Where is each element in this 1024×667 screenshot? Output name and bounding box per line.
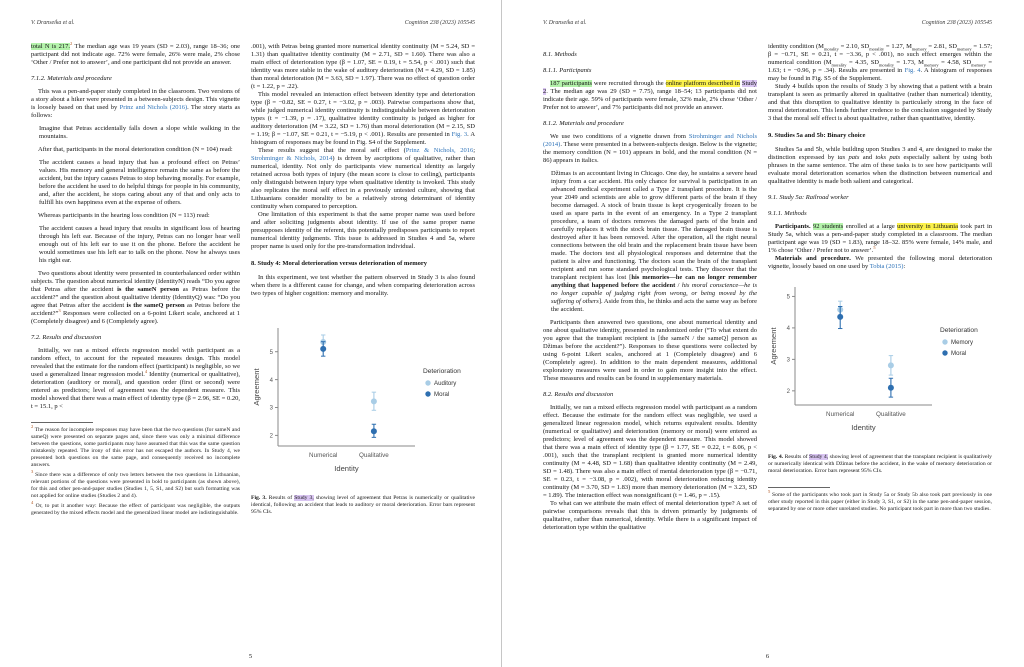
highlight-yellow: online platform described in xyxy=(665,80,740,87)
subscript: memory xyxy=(956,46,972,52)
legend-label: Moral xyxy=(434,391,450,399)
footnote-3 xyxy=(31,469,240,500)
y-tick-label: 2 xyxy=(269,433,273,440)
results-continuation xyxy=(251,43,475,91)
text-run: Participants then answered two questions, one about numerical identity and one about qualitative identity, presented in randomized order (“To what extent do you agree that the transplant recipient is [the sameN / the sameQ] person as Džimas before the accident?”). Responses to these questions were collected by using 6-point Likert scales, anchored at 1 (Completely disagree) and 6 (Completely agree). In addition to the main dependent measures, additional exploratory measures were used in order to gain more insight into the effect. These measures and results can be found in supplementary materials. xyxy=(543,319,757,382)
text-run: One limitation of this experiment is that the same proper name was used before and after soliciting judgments about identity. If use of the same proper name presupposes identity of the referent, this potentially predisposes participants to report numerical identity judgments. This issue is addressed in Studies 4 and 5a, where proper name is used only for the pre-transformation individual. xyxy=(251,211,475,250)
text-run: . A histogram of responses may be found in Fig. S5 of the Supplement. xyxy=(768,67,992,82)
page5-columns xyxy=(31,40,476,517)
text-run: The median age was 19 years (SD = 2.03), range 18–36; one participant did not indicate age. 72% were female, 26% were male, 2% chose ‘Other / Prefer not to answer’, and one participant did not provide an answer. xyxy=(31,43,240,66)
text-run: Initially, we ran a mixed effects regression model with participant as a random effect. Because the estimate for the random effect was negligible, we used a generalized linear regression model, which returns equivalent results. Identity (numerical or qualitative) and deterioration (memory or moral) were entered as predictors; level of agreement was the dependent measure. This model showed that there was a main effect of identity type (β = 1.77, SE = 0.22, t = 8.06, p < .001), such that the transplant recipient is granted more numerical identity continuity (M = 4.48, SD = 1.68) than qualitative identity continuity (M = 2.49, SD = 1.48). There was also a main effect of mental deterioration type (β = −0.71, SE = 0.23, t = −3.08, p = .002), with moral deterioration reducing identity continuity (M = 3.70, SD = 1.83) more than memory deterioration (M = 3.23, SD = 1.89). The interaction effect was nonsignificant (t = 1.46, p = .15). xyxy=(543,404,757,499)
text-run: 8. Study 4: Moral deterioration versus deterioration of memory xyxy=(251,260,428,267)
footnote-marker[interactable]: 4 xyxy=(31,500,34,506)
page6-column-right xyxy=(768,43,992,532)
text-run: Responses were collected on a 6-point Likert scale, anchored at 1 (Completely disagree) and 6 (Completely agree). xyxy=(31,310,240,325)
participants-paragraph xyxy=(31,40,240,67)
text-run: 8.1.1. Participants xyxy=(543,67,592,74)
page-6 xyxy=(512,0,1023,667)
y-tick-label: 5 xyxy=(269,349,273,356)
text-run: 8.2. Results and discussion xyxy=(543,391,614,398)
italic-run: his moral conscience—he is no longer capable of judging right from wrong, or being moved by the suffering of others xyxy=(551,282,757,305)
text-run: showing level of agreement that Petras is numerically or qualitative identical, following an accident that leads to auditory or moral deterioration. Error bars represent 95% CIs. xyxy=(251,495,475,516)
italic-run: toks pats xyxy=(875,154,901,161)
moral-condition-intro xyxy=(31,146,240,154)
footnote-2 xyxy=(31,424,240,469)
y-axis-title: Agreement xyxy=(252,368,261,406)
study4-questions-paragraph xyxy=(543,319,757,383)
text-run: / xyxy=(675,282,682,289)
text-run: were recruited through the xyxy=(592,80,666,87)
text-run: especially salient by using both phrases in the same sentence. The aim of these tasks is to see how participants will evaluate moral deterioration scenarios when the distinction between numerical and qualitative identity is made both salient and categorical. xyxy=(768,154,992,185)
y-tick-label: 4 xyxy=(269,377,273,384)
text-run: = 1.73, M xyxy=(893,59,924,66)
legend-label: Moral xyxy=(951,350,967,358)
study4-pairwise-paragraph xyxy=(543,500,757,532)
text-run: The accident causes a head injury that results in significant loss of hearing through his left ear. Because of the injury, Petras can no longer hear well enough out of his left ear to use it on the phone. Before the accident he would sometimes use his left ear to talk on the phone. Now he always uses his right ear. xyxy=(39,225,240,264)
subscript: memory xyxy=(911,46,927,52)
text-run: After that, participants in the moral deterioration condition (N = 104) read: xyxy=(38,146,233,153)
legend-swatch xyxy=(942,339,947,344)
subscript: morality xyxy=(823,46,839,52)
text-run: ) is driven by ascriptions of qualitative, rather than numerical, identity. Not only do participants view numerical identity as largely retained across both types of injury (the mean score is close to ceiling), participants only distinguish between injury type when qualitative identity is invoked. This study also replicates the moral self effect in a previously untested culture, showing that Lithuanians consider morality to be a relatively strong determinant of identity continuity when compared to perception. xyxy=(251,155,475,210)
bold-run: Fig. 4. xyxy=(768,454,784,460)
text-run: 9.1. Study 5a: Railroad worker xyxy=(768,194,849,201)
bold-run: his memories—he can no longer remember anything that happened before the accident xyxy=(551,274,757,289)
citation-link[interactable]: Prinz and Nichols (2016) xyxy=(119,104,188,111)
dzimas-vignette-quote xyxy=(551,170,757,314)
text-run: as Petras before the accident?” xyxy=(31,302,240,317)
text-run: Two questions about identity were presented in counterbalanced order within subjects. The question about numerical identity (IdentityN) reads “Do you agree that Petras after the accident xyxy=(31,270,240,293)
vignette-intro-quote xyxy=(39,125,240,141)
text-run: This model revealed an interaction effect between identity type and deterioration type (β = −0.82, SE = 0.27, t = −3.02, p = .003). Pairwise comparisons show that, while judged numerical identity continuity is indistinguishable between deterioration types (t = −1.39, p = .17), qualitative identity continuity is judged as higher for auditory deterioration (M = 3.22, SD = 1.76) than moral deterioration (M = 2.15, SD = 1.19; β = −1.07, SE = 0.21, t = −5.19, p < .001). Results are presented in xyxy=(251,91,475,138)
text-run: Results of xyxy=(783,454,810,460)
legend-swatch xyxy=(425,391,430,396)
legend-title: Deterioration xyxy=(423,368,461,375)
study4-conclusion-paragraph xyxy=(768,83,992,123)
section-8-2-heading xyxy=(543,391,757,399)
study5a-participants-paragraph xyxy=(768,223,992,255)
text-run: Since there was a difference of only two letters between the two questions in Lithuanian, relevant portions of the questions were presented in bold to participants (as shown above), for this and other pen-and-paper studies (Studies 1, 5, S1, and S2) but such formatting was not applied for online studies (Studies 2 and 4). xyxy=(31,472,240,499)
page5-column-left xyxy=(31,40,241,517)
text-run: Džimas is an accountant living in Chicago. One day, he sustains a severe head injury from a car accident. His only chance for survival is participation in an advanced medical experiment called a Type 2 transplant procedure. It is the year 2049 and scientists are able to grow different parts of the brain if they become damaged. A stock of brain tissue is kept cryogenically frozen to be used as spare parts in the event of an emergency. In a Type 2 transplant procedure, a team of doctors removes the damaged parts of the brain and carefully replaces it with the stock brain tissue. The damaged brain tissue is destroyed after it has been removed. After the operation, all the right neural connections between the old brain and the replacement brain tissue have been made. The doctors test all physiological responses and determine that the patient is alive and functioning. The doctors scan the brain of the transplant recipient and run some standard psychological tests. They discover that the transplant recipient has lost [ xyxy=(551,170,757,281)
section-7-1-2-heading xyxy=(31,75,240,83)
text-run: = 4.58, SD xyxy=(938,59,972,66)
text-run: .001), with Petras being granted more numerical identity continuity (M = 5.24, SD = 1.31) than qualitative identity continuity (M = 2.71, SD = 1.60). There was also a main effect of deterioration type (β = 1.07, SE = 0.19, t = 5.54, p < .001) such that identity was more stable in the wake of auditory deterioration (M = 4.29, SD = 1.85) than moral deterioration (M = 3.63, SD = 1.97). There was no effect of question order (t = 1.22, p = .22). xyxy=(251,43,475,90)
text-run: The accident causes a head injury that has a profound effect on Petras’ values. His memory and general intelligence remain the same as before the accident, but the injury causes Petras to stop behaving morally. For example, before the accident he used to do helpful things for people in his community, and, after the accident, he stops caring about any of that and only acts to fulfill his own happiness even at the expense of others. xyxy=(39,159,240,206)
section-9-heading xyxy=(768,132,992,140)
page-number-6: 6 xyxy=(765,653,770,660)
text-run: . The story starts as follows: xyxy=(31,104,241,119)
text-run: Whereas participants in the hearing loss condition (N = 113) read: xyxy=(38,212,210,219)
text-run: = 4.35, SD xyxy=(846,59,880,66)
text-run: This was a pen-and-paper study completed in the classroom. Two versions of a story about a hiker were presented in a between-subjects design. This vignette is loosely based on that used by xyxy=(31,88,240,111)
section-8-1-2-heading xyxy=(543,120,757,128)
text-run: . These were presented in a between-subjects design. Below is the vignette; the memory condition (N = 101) appears in bold, and the moral condition (N = 86) appears in italics. xyxy=(543,141,757,164)
x-category-label: Numerical xyxy=(309,452,338,459)
text-run: : xyxy=(903,263,906,270)
section-9-1-1-heading xyxy=(768,210,992,218)
data-point xyxy=(371,428,377,434)
highlight-green: total N is 217. xyxy=(31,43,70,50)
text-run: ; xyxy=(473,147,476,154)
y-tick-label: 4 xyxy=(786,326,790,333)
figure-4-caption xyxy=(768,454,992,476)
italic-run: tas pats xyxy=(837,154,860,161)
legend-label: Auditory xyxy=(434,380,457,388)
figure-4 xyxy=(768,279,992,476)
footnote-4 xyxy=(31,500,240,517)
data-point xyxy=(371,398,377,404)
y-axis-title: Agreement xyxy=(769,327,778,365)
text-run: = 1.27, M xyxy=(884,43,912,50)
subscript: morality xyxy=(831,62,847,68)
identity-questions-paragraph xyxy=(31,270,240,326)
study4-stats-continuation xyxy=(768,43,992,83)
highlight-green: 187 participants xyxy=(550,80,592,87)
running-head xyxy=(31,20,475,26)
highlight-purple: Study 3, xyxy=(294,495,314,501)
text-run: identity condition (M xyxy=(768,43,824,50)
text-run: We use two conditions of a vignette drawn from xyxy=(550,133,689,140)
text-run: Initially, we ran a mixed effects regression model with participant as a random effect, to account for the repeated measures design. This model revealed that the estimate for the random effect (participant) is negligible, so we used a generalized linear regression model. xyxy=(31,347,240,378)
text-run: Study 4 builds upon the results of Study 3 by showing that a patient with a brain transplant is seen as primarily altered in qualitative (rather than numerical) identity, and that this disruption to qualitative identity is particularly strong in the face of moral deterioration. This lends further credence to the conclusion suggested by Study 3 that the moral self effect is about qualitative, rather than quantitative, identity. xyxy=(768,83,992,122)
data-point xyxy=(837,314,843,320)
data-point xyxy=(320,346,326,352)
text-run: = 1.63; t = −0.96, p = .34). Results are presented in xyxy=(768,59,993,74)
study4-participants-paragraph xyxy=(543,80,757,112)
citation-link[interactable]: Prinz & Nichols, 2016 xyxy=(405,147,474,154)
data-point xyxy=(888,362,894,368)
figure-4-chart xyxy=(768,279,992,445)
text-run: Imagine that Petras accidentally falls down a slope while walking in the mountains. xyxy=(39,125,240,140)
citation-link[interactable]: Fig. 4 xyxy=(904,67,921,74)
text-run: . The median age was 29 (SD = 7.75), range 18–54; 13 participants did not indicate their age. 59% of participants were female, 32% male, 2% chose ‘Other / Prefer not to answer’, and 7% participants did not provide an answer. xyxy=(543,88,757,111)
text-run: Identity (numerical or qualitative), deterioration (auditory or moral), and question order (first or second) were entered as predictors; level of agreement was the dependent measure. This model showed that there was a main effect of identity type (β = 2.96, SE = 0.20, t = 15.1, p < xyxy=(31,371,240,410)
text-run: ]. Aside from this, he thinks and acts the same way as before the accident. xyxy=(551,298,758,313)
footnote-5 xyxy=(768,488,992,513)
x-axis-title: Identity xyxy=(334,464,359,473)
limitation-paragraph xyxy=(251,211,475,251)
highlight-purple: Study 4, xyxy=(809,454,829,460)
data-point xyxy=(888,385,894,391)
section-7-2-heading xyxy=(31,334,240,342)
legend-swatch xyxy=(942,350,947,355)
section-9-1-heading xyxy=(768,194,992,202)
footnote-marker[interactable]: 4 xyxy=(144,368,148,374)
page-number-5: 5 xyxy=(248,653,253,660)
bold-run: is the sameN person xyxy=(117,286,179,293)
text-run: 7.2. Results and discussion xyxy=(31,334,102,341)
section-8-1-heading xyxy=(543,51,757,59)
hearing-condition-quote xyxy=(39,225,240,265)
footnote-marker[interactable]: 2 xyxy=(69,40,73,46)
text-run: = 2.10, SD xyxy=(838,43,870,50)
text-run: Results of xyxy=(266,495,295,501)
text-run: Some of the participants who took part in Study 5a or Study 5b also took part previously in one other study reported in this paper (either in Study 3, S1, or S2) in the same pen-and-paper session, separated by one or more other unrelated studies. No participant took part in more than two studies. xyxy=(768,491,992,512)
running-journal: Cognition 238 (2023) 105545 xyxy=(921,20,992,26)
legend-swatch xyxy=(425,380,430,385)
page5-column-right xyxy=(251,43,475,517)
text-run: . A histogram of responses may be found in Fig. S4 of the Supplement. xyxy=(251,131,476,146)
moral-self-effect-paragraph xyxy=(251,147,475,211)
citation-link[interactable]: Strohminger & Nichols, 2014 xyxy=(251,155,333,162)
study4-materials-paragraph xyxy=(543,133,757,165)
page6-column-left xyxy=(543,43,757,532)
text-run: To what can we attribute the main effect of mental deterioration type? A set of pairwise comparisons reveals that this is driven primarily by judgments of qualitative, rather than numerical, identity. While there is a significant impact of deterioration type within the qualitative xyxy=(543,500,757,531)
x-category-label: Qualitative xyxy=(876,411,906,418)
section-8-heading xyxy=(251,260,475,268)
subscript: memory xyxy=(971,62,986,68)
figure-3 xyxy=(251,320,475,517)
text-run: took part in Study 5a, which was a pen-and-paper study completed in a classroom. The median participant age was 19 (SD = 1.83), range 18–32. 85% were female, 14% male, and 1% chose ‘Other / Prefer not to answer’. xyxy=(768,223,993,254)
text-run: 8.1. Methods xyxy=(543,51,577,58)
text-run: = 2.81, SD xyxy=(926,43,957,50)
y-tick-label: 3 xyxy=(269,405,273,412)
hearing-condition-intro xyxy=(31,212,240,220)
running-author: V. Dranseika et al. xyxy=(31,20,75,26)
footnote-marker[interactable]: 3 xyxy=(31,469,34,475)
running-journal: Cognition 238 (2023) 105545 xyxy=(404,20,475,26)
citation-link[interactable]: Strohminger and Nichols (2014) xyxy=(543,133,757,148)
text-run: We presented the following moral deterioration vignette, loosely based on one used by xyxy=(768,255,992,270)
text-run: = 1.57; β = −0.71, SE = 0.21, t = −3.36, p < .001), no such effect emerges within the numerical condition (M xyxy=(768,43,992,66)
text-run: showing level of agreement that the transplant recipient is qualitatively or numerically identical with Džimas before the accident, in the wake of memory deterioration or moral deterioration. Error bars represent 95% CIs. xyxy=(768,454,992,475)
figure-3-chart xyxy=(251,320,475,486)
text-run: Studies 5a and 5b, while building upon Studies 3 and 4, are designed to make the distinction expressed by xyxy=(768,146,992,161)
text-run: These results suggest that the moral self effect ( xyxy=(258,147,406,154)
studies5-intro-paragraph xyxy=(768,146,992,186)
highlight-purple: Study 2 xyxy=(543,80,758,95)
bold-run: Fig. 3. xyxy=(251,495,267,501)
text-run: as Petras before the accident?” and the question about qualitative identity (IdentityQ) was: “Do you agree that Petras after the accident xyxy=(31,286,240,309)
footnote-marker[interactable]: 5 xyxy=(873,244,876,250)
y-tick-label: 3 xyxy=(786,357,790,364)
legend-label: Memory xyxy=(951,339,974,347)
text-run: 9.1.1. Methods xyxy=(768,210,807,217)
x-axis-title: Identity xyxy=(851,423,876,432)
y-tick-label: 5 xyxy=(786,294,790,301)
x-category-label: Qualitative xyxy=(359,452,389,459)
text-run: In this experiment, we test whether the pattern observed in Study 3 is also found when there is a different cause for change, and when comparing deterioration across two types of higher cognition: memory and morality. xyxy=(251,274,475,297)
text-run: Or, to put it another way: Because the effect of participant was negligible, the outputs generated by the mixed effects model and the generalized linear model are indistinguishable. xyxy=(31,503,240,516)
footnote-marker[interactable]: 2 xyxy=(31,424,34,430)
highlight-green: 92 students xyxy=(813,223,844,230)
running-author: V. Dranseika et al. xyxy=(543,20,587,26)
subscript: morality xyxy=(869,46,885,52)
page-5 xyxy=(0,0,502,667)
figure-3-caption xyxy=(251,495,475,517)
subscript: morality xyxy=(879,62,894,68)
text-run: The reason for incomplete responses may have been that the two questions (for sameN and sameQ) were presented on separate pages and, since there was only a minimal difference between the questions, some participants may have assumed that this was the same question mistakenly repeated. The irony of this error has not escaped the authors. In Study 4, we presented both questions on the same page, and consequently received no incomplete answers. xyxy=(31,427,240,468)
bold-run: is the sameQ person xyxy=(126,302,185,309)
page6-columns xyxy=(543,43,992,532)
text-run: 8.1.2. Materials and procedure xyxy=(543,120,624,127)
bold-run: Materials and procedure. xyxy=(775,255,851,262)
legend-title: Deterioration xyxy=(940,327,978,334)
footnote-marker[interactable]: 5 xyxy=(768,488,771,494)
moral-condition-quote xyxy=(39,159,240,207)
x-category-label: Numerical xyxy=(826,411,855,418)
y-tick-label: 2 xyxy=(786,389,790,396)
subscript: memory xyxy=(923,62,939,68)
bold-run: Participants. xyxy=(775,223,811,230)
footnote-rule xyxy=(768,487,830,488)
text-run: 7.1.2. Materials and procedure xyxy=(31,75,112,82)
study5a-materials-paragraph xyxy=(768,255,992,271)
footnote-rule xyxy=(31,422,93,423)
text-run: enrolled at a large xyxy=(843,223,898,230)
footnote-marker[interactable]: 3 xyxy=(58,307,61,313)
section-8-1-1-heading xyxy=(543,67,757,75)
citation-link[interactable]: Fig. 3 xyxy=(451,131,468,138)
text-run: 9. Studies 5a and 5b: Binary choice xyxy=(768,132,866,139)
materials-paragraph xyxy=(31,88,240,120)
running-head xyxy=(543,20,992,26)
citation-link[interactable]: Tobia (2015) xyxy=(869,263,904,270)
text-run: and xyxy=(859,154,876,161)
interaction-paragraph xyxy=(251,91,475,147)
highlight-yellow: university in Lithuania xyxy=(897,223,958,230)
study4-intro-paragraph xyxy=(251,274,475,298)
study4-results-paragraph xyxy=(543,404,757,500)
results-paragraph xyxy=(31,347,240,411)
